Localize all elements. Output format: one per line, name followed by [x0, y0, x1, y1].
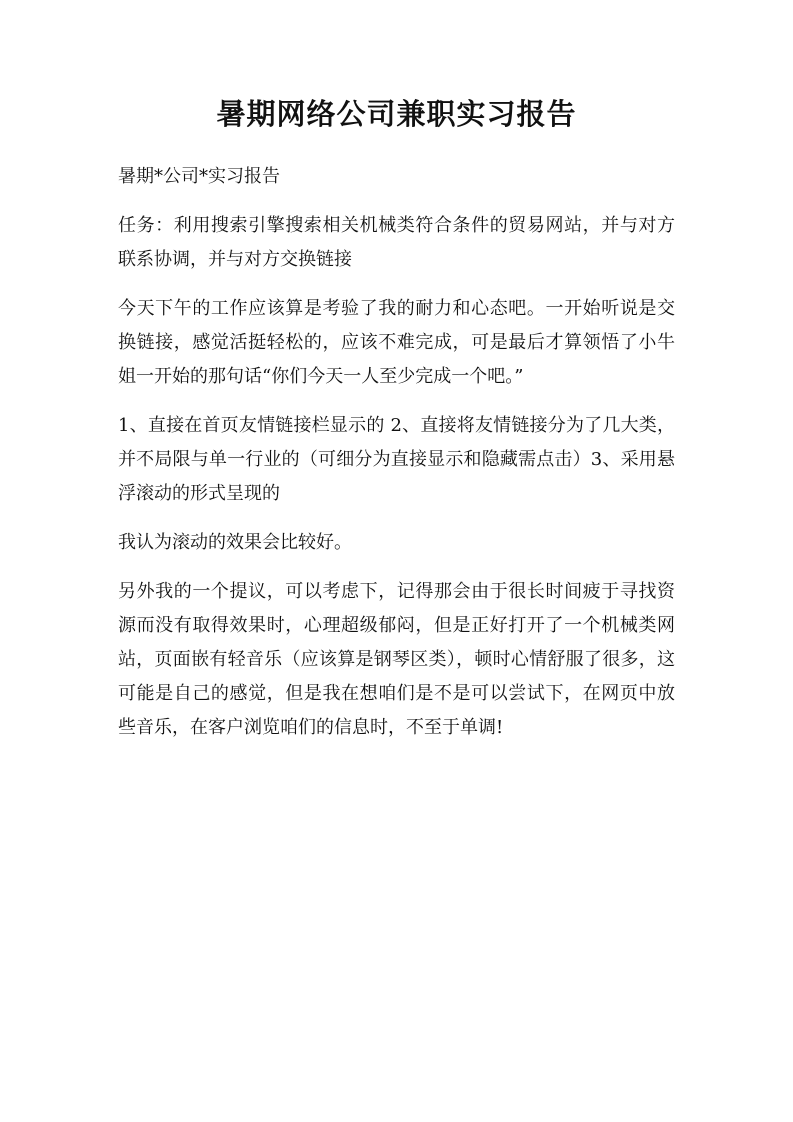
paragraph-afternoon-work: 今天下午的工作应该算是考验了我的耐力和心态吧。一开始听说是交换链接，感觉活挺轻松的，应该不难完成，可是最后才算领悟了小牛姐一开始的那句话“你们今天一人至少完成一个吧。”	[118, 298, 675, 387]
paragraph-task: 任务：利用搜索引擎搜索相关机械类符合条件的贸易网站，并与对方联系协调，并与对方交换链接	[118, 215, 675, 270]
paragraph-suggestion: 另外我的一个提议，可以考虑下，记得那会由于很长时间疲于寻找资源而没有取得效果时，心理超级郁闷，但是正好打开了一个机械类网站，页面嵌有轻音乐（应该算是钢琴区类），顿时心情舒服了很多，这可能是自己的感觉，但是我在想咱们是不是可以尝试下，在网页中放些音乐，在客户浏览咱们的信息时，不至于单调!	[118, 581, 675, 738]
document-title: 暑期网络公司兼职实习报告	[216, 97, 577, 131]
paragraph-subtitle: 暑期*公司*实习报告	[118, 166, 280, 187]
paragraph-link-types: 1、直接在首页友情链接栏显示的 2、直接将友情链接分为了几大类，并不局限与单一行业的（可细分为直接显示和隐藏需点击）3、采用悬浮滚动的形式呈现的	[118, 415, 675, 504]
paragraph-opinion: 我认为滚动的效果会比较好。	[118, 532, 352, 553]
